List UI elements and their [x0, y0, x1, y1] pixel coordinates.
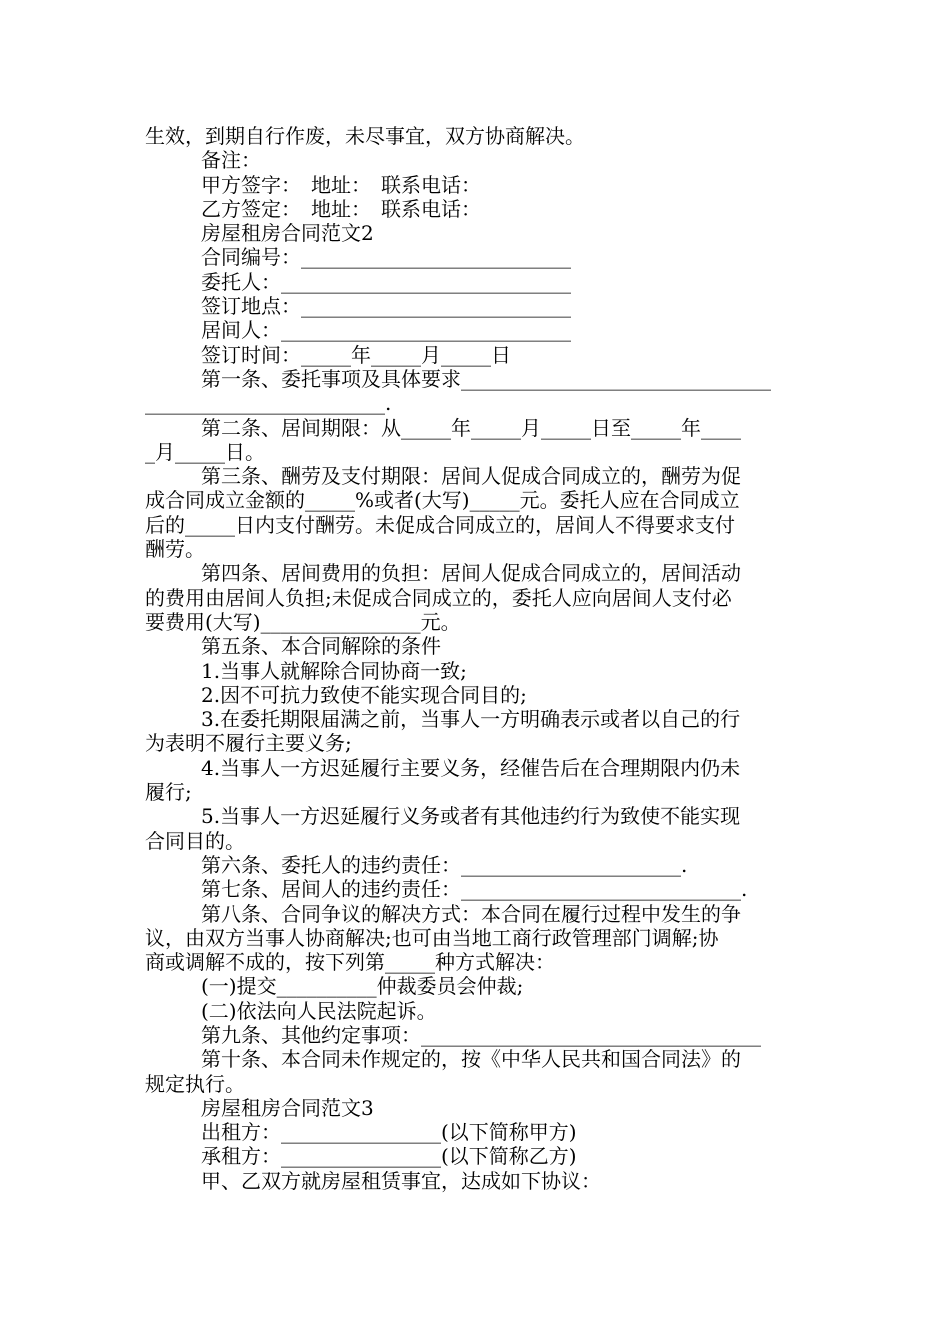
article-8-cont: 议，由双方当事人协商解决;也可由当地工商行政管理部门调解;协 — [145, 925, 719, 950]
party-a-signature-line: 甲方签字： 地址： 联系电话： — [201, 172, 481, 197]
article-2: 第二条、居间期限：从_____年_____月_____日至_____年____ — [201, 415, 741, 440]
party-b-signature-line: 乙方签定： 地址： 联系电话： — [201, 196, 481, 221]
contract-number-field: 合同编号：___________________________ — [201, 245, 571, 270]
article-10: 第十条、本合同未作规定的，按《中华人民共和国合同法》的 — [201, 1047, 741, 1072]
article-4-cont: 的费用由居间人负担;未促成合同成立的，委托人应向居间人支付必 — [145, 585, 732, 610]
list-item: 5.当事人一方迟延履行义务或者有其他违约行为致使不能实现 — [201, 804, 741, 829]
article-5: 第五条、本合同解除的条件 — [201, 634, 441, 659]
article-7: 第七条、居间人的违约责任：____________________________. — [201, 877, 748, 902]
list-item: 4.当事人一方迟延履行主要义务，经催告后在合理期限内仍未 — [201, 755, 741, 780]
list-item: 2.因不可抗力致使不能实现合同目的; — [201, 682, 527, 707]
lessee-field: 承租方：________________(以下简称乙方) — [201, 1144, 577, 1169]
article-3-cont: 成合同成立金额的_____%或者(大写)_____元。委托人应在合同成立 — [145, 488, 740, 513]
article-9: 第九条、其他约定事项：__________________________________ — [201, 1022, 761, 1047]
article-4: 第四条、居间费用的负担：居间人促成合同成立的，居间活动 — [201, 561, 741, 586]
list-item-cont: 合同目的。 — [145, 828, 245, 853]
article-10-cont: 规定执行。 — [145, 1071, 245, 1096]
text-line: 生效，到期自行作废，未尽事宜，双方协商解决。 — [145, 124, 585, 148]
article-6: 第六条、委托人的违约责任：______________________. — [201, 852, 688, 877]
article-8-cont: 商或调解不成的，按下列第_____种方式解决： — [145, 950, 555, 975]
article-1: 第一条、委托事项及具体要求_______________________________ — [201, 366, 771, 391]
section-heading-3: 房屋租房合同范文3 — [201, 1095, 374, 1120]
broker-field: 居间人：_____________________________ — [201, 318, 571, 343]
client-field: 委托人：_____________________________ — [201, 269, 571, 294]
signing-date-field: 签订时间：_____年_____月_____日 — [201, 342, 511, 367]
list-item-cont: 为表明不履行主要义务; — [145, 731, 352, 756]
list-item: (二)依法向人民法院起诉。 — [201, 998, 437, 1023]
signing-place-field: 签订地点：___________________________ — [201, 294, 571, 319]
article-8: 第八条、合同争议的解决方式：本合同在履行过程中发生的争 — [201, 901, 741, 926]
section-heading-2: 房屋租房合同范文2 — [201, 221, 374, 246]
lessor-field: 出租方：________________(以下简称甲方) — [201, 1120, 577, 1145]
agreement-intro: 甲、乙双方就房屋租赁事宜，达成如下协议： — [201, 1168, 601, 1193]
article-1-cont: ________________________. — [145, 391, 392, 416]
article-2-cont: _月_____日。 — [145, 439, 265, 464]
article-3-cont: 酬劳。 — [145, 537, 205, 562]
list-item: 3.在委托期限届满之前，当事人一方明确表示或者以自己的行 — [201, 707, 741, 732]
article-3-cont: 后的_____日内支付酬劳。未促成合同成立的，居间人不得要求支付 — [145, 512, 735, 537]
document-page — [145, 124, 810, 1193]
remarks-label: 备注： — [201, 148, 261, 173]
article-3: 第三条、酬劳及支付期限：居间人促成合同成立的，酬劳为促 — [201, 464, 741, 489]
list-item: 1.当事人就解除合同协商一致; — [201, 658, 467, 683]
list-item: (一)提交__________仲裁委员会仲裁; — [201, 974, 524, 999]
list-item-cont: 履行; — [145, 780, 192, 805]
article-4-cont: 要费用(大写)________________元。 — [145, 609, 461, 634]
